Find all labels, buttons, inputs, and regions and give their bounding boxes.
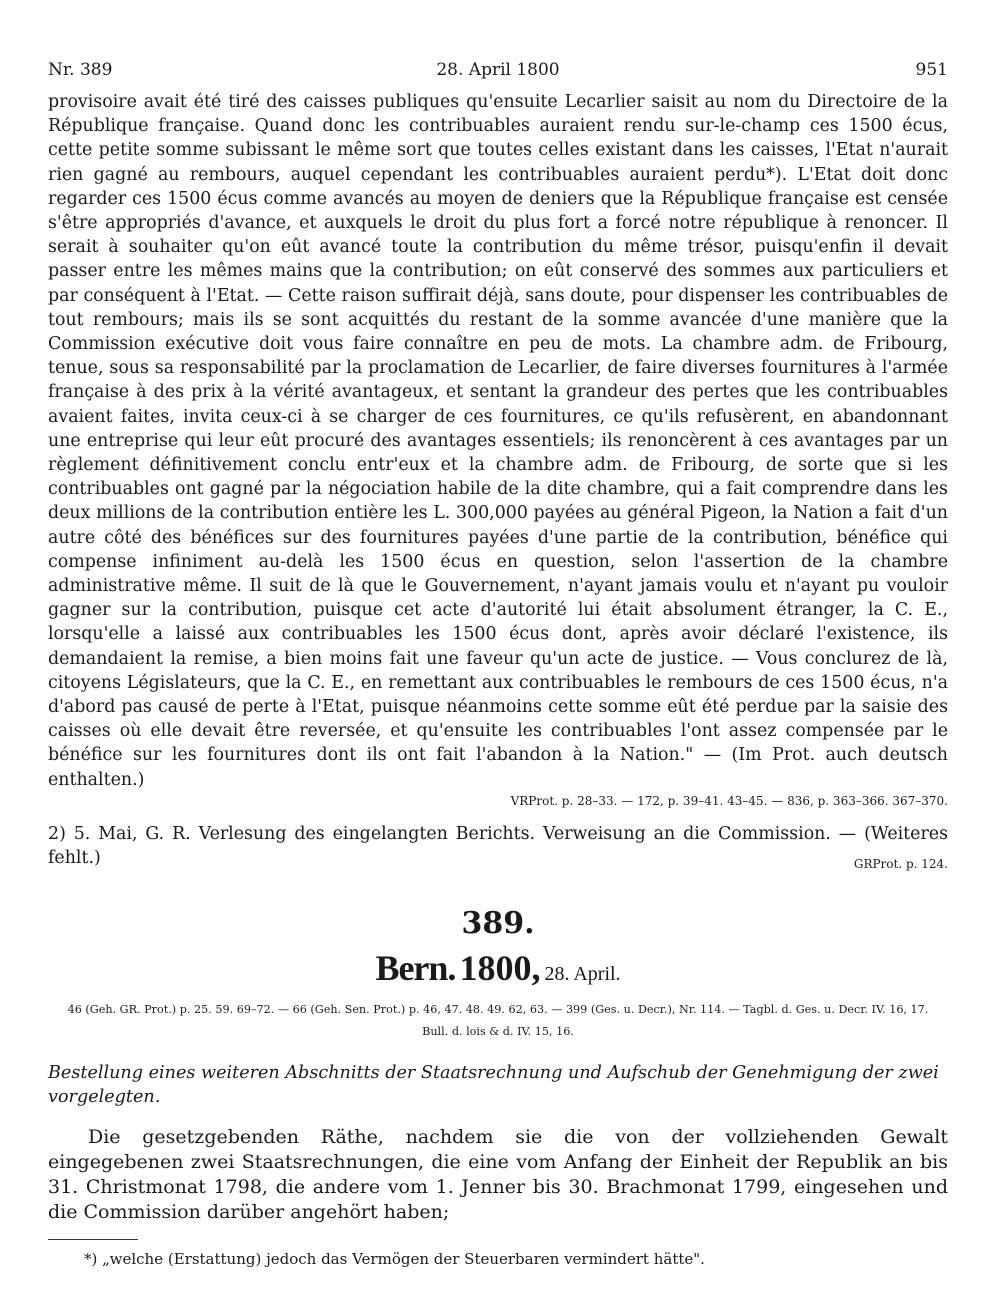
document-references [48, 999, 948, 1043]
body-reference: VRProt. p. 28–33. — 172, p. 39–41. 43–45. — 836, p. 363–366. 367–370. [510, 793, 948, 808]
body-paragraph: provisoire avait été tiré des caisses publiques qu'ensuite Lecarlier saisit au nom du Directoire de la République française. Quand donc les contribuables auraient rendu sur-le-champ ces 1500 écus, cette petite somme subissant le même sort que toutes celles existant dans les caisses, l'Etat n'aurait rien gagné au rembours, auquel cependant les contribuables auraient perdu*). L'Etat doit donc regarder ces 1500 écus comme avancés au moyen de deniers que la République française est censée s'être appropriés d'avance, et auxquels le droit du plus fort a forcé notre république à renoncer. Il serait à souhaiter qu'on eût avancé toute la contribution du même trésor, puisqu'enfin il devait passer entre les mêmes mains que la contribution; on eût conservé des sommes aux particuliers et par conséquent à l'Etat. — Cette raison suffirait déjà, sans doute, pour dispenser les contribuables de tout rembours; mais ils se sont acquittés du restant de la somme avancée d'une manière que la Commission exécutive doit vous faire connaître en peu de mots. La chambre adm. de Fribourg, tenue, sous sa responsabilité par la proclamation de Lecarlier, de faire diverses fournitures à l'armée française à des prix à la vérité avantageux, et sentant la grandeur des pertes que les contribuables avaient faites, invita ceux-ci à se charger de ces fournitures, ce qu'ils refusèrent, en abandonnant une entreprise qui leur eût procuré des avantages essentiels; ils renoncèrent à ces avantages par un règlement définitivement conclu entr'eux et la chambre adm. de Fribourg, de sorte que si les contribuables ont gagné par la négociation habile de la dite chambre, qui a fait comprendre dans les deux millions de la contribution entière les L. 300,000 payées au général Pigeon, la Nation a fait d'un autre côté des bénéfices sur des fournitures payées d'une partie de la contribution, bénéfice qui compense infiniment au-delà les 1500 écus en question, selon l'assertion de la chambre administrative même. Il suit de là que le Gouvernement, n'ayant jamais voulu et n'ayant pu vouloir gagner sur la contribution, puisque cet acte d'autorité lui était absolument étranger, la C. E., lorsqu'elle a laissé aux contribuables les 1500 écus dont, après avoir déclaré l'existence, ils demandaient la remise, a bien moins fait une faveur qu'un acte de justice. — Vous conclurez de là, citoyens Législateurs, que la C. E., en remettant aux contribuables le rembours de ces 1500 écus, n'a d'abord pas causé de perte à l'Etat, puisque néanmoins cette somme eût été perdue par la saisie des caisses où elle devait être reversée, et qu'ensuite les contribuables l'ont assez compensée par le bénéfice sur les fournitures dont ils ont fait l'abandon à la Nation." — (Im Prot. auch deutsch enthalten.) [48, 92, 948, 790]
document-page [48, 60, 948, 1268]
references-line-2: Bull. d. lois & d. IV. 15, 16. [422, 1025, 574, 1039]
page-header [48, 60, 948, 80]
references-line-1: 46 (Geh. GR. Prot.) p. 25. 59. 69–72. — 66 (Geh. Sen. Prot.) p. 46, 47. 48. 49. 62, 63. — 399 (Ges. u. Decr.), Nr. 114. — Tagbl. d. Ges. u. Decr. IV. 16, 17. [67, 1003, 929, 1017]
header-date: 28. April 1800 [436, 60, 560, 80]
document-summary: Bestellung eines weiteren Abschnitts der Staatsrechnung und Aufschub der Genehmigung der zwei vorgelegten. [48, 1063, 939, 1108]
document-year: 1800, [459, 948, 541, 989]
document-number: 389. [461, 906, 535, 942]
document-dateline [48, 947, 948, 989]
footnote-divider [48, 1239, 138, 1240]
header-page-number: 951 [915, 60, 948, 80]
footnote: *) „welche (Erstattung) jedoch das Vermögen der Steuerbaren vermindert hätte". [84, 1250, 705, 1269]
document-place: Bern. [375, 948, 456, 989]
header-doc-number: Nr. 389 [48, 60, 113, 80]
note-2 [48, 822, 948, 870]
document-date: 28. April. [544, 963, 621, 986]
note-2-text: 2) 5. Mai, G. R. Verlesung des eingelangten Berichts. Verweisung an die Commission. — (Weiteres fehlt.) [48, 823, 948, 869]
decree-text: Die gesetzgebenden Räthe, nachdem sie die von der vollziehenden Gewalt eingegebenen zwei Staatsrechnungen, die eine vom Anfang der Einheit der Republik an bis 31. Christmonat 1798, die andere vom 1. Jenner bis 30. Brachmonat 1799, eingesehen und die Commission darüber angehört haben; [48, 1126, 948, 1224]
note-2-reference: GRProt. p. 124. [853, 857, 948, 872]
